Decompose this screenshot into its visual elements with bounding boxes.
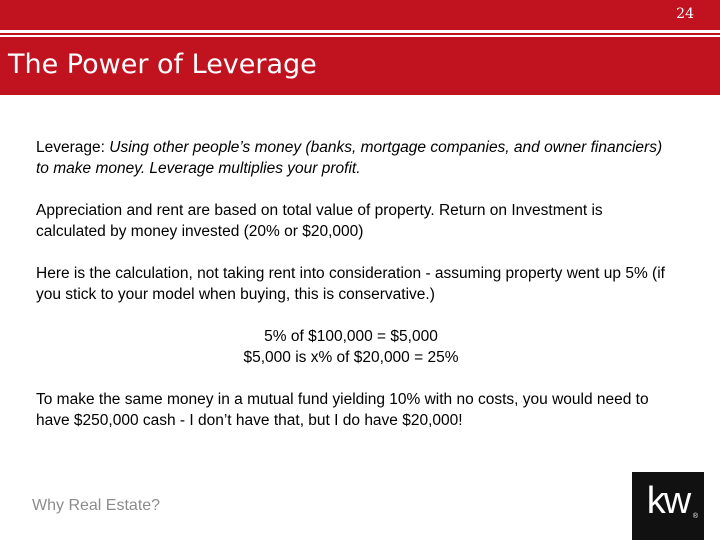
calculation-intro: Here is the calculation, not taking rent into consideration - assuming property went up 5% (if you stick to your model when buying, this is conservative.) [36,265,665,303]
kw-logo [632,472,704,540]
top-banner [0,0,720,30]
footer-text: Why Real Estate? [32,497,161,514]
appreciation-paragraph: Appreciation and rent are based on total value of property. Return on Investment is calculated by money invested (20% or $20,000) [36,202,603,240]
kw-logo-text: kw [646,480,690,522]
calculation-block [36,326,666,368]
calc-line-1: 5% of $100,000 = $5,000 [264,328,438,345]
slide-body [36,137,666,452]
page-number: 24 [676,6,694,22]
definition-colon: : [100,139,110,156]
leverage-definition [36,137,666,179]
mutual-fund-paragraph: To make the same money in a mutual fund yielding 10% with no costs, you would need to have $250,000 cash - I don’t have that, but I do have $20,000! [36,391,649,429]
calc-line-2: $5,000 is x% of $20,000 = 25% [243,349,459,366]
registered-mark: ® [692,513,698,520]
slide-title: The Power of Leverage [8,49,317,80]
divider-rule [0,33,720,35]
leverage-definition-text: Using other people’s money (banks, mortgage companies, and owner financiers) to make money. Leverage multiplies your profit. [36,139,663,177]
leverage-term: Leverage [36,139,101,156]
title-bar [0,37,720,95]
